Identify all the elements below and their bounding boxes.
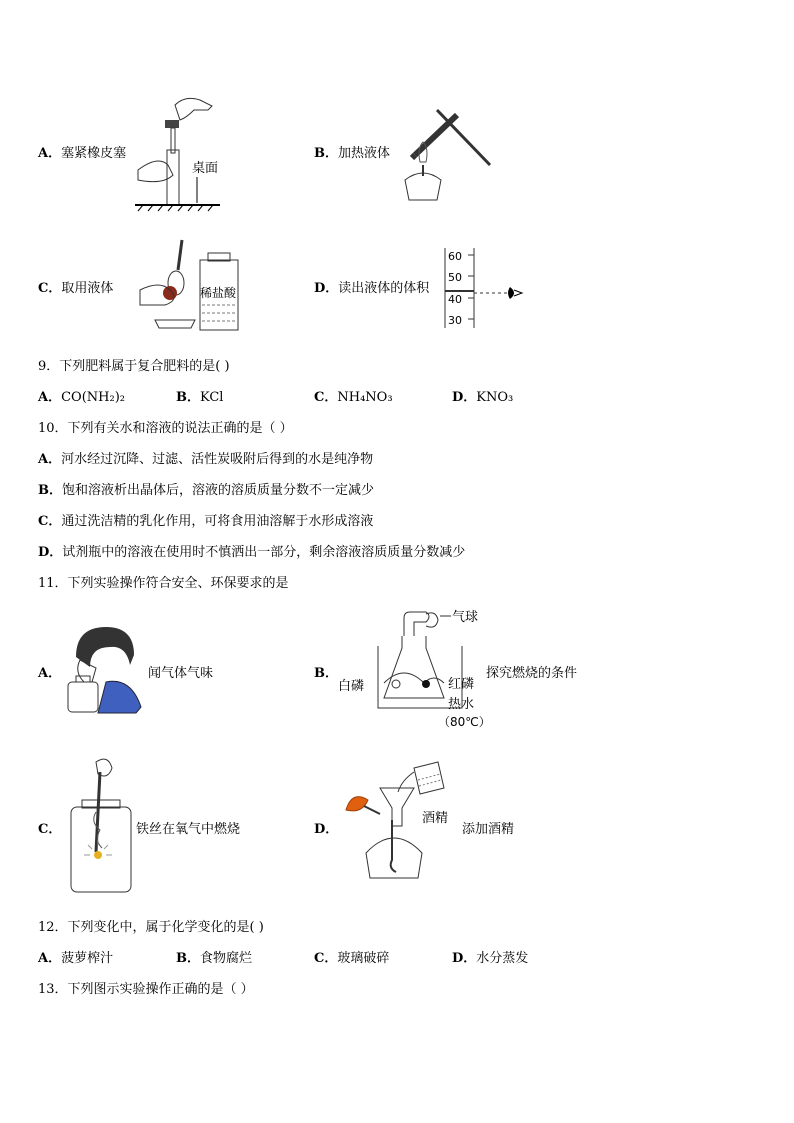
q11-option-c-label: C．	[38, 822, 62, 837]
red-phosphorus-label: 红磷	[448, 677, 475, 692]
option-label: C．	[38, 281, 62, 296]
q12-option-c: C．玻璃破碎	[314, 951, 390, 966]
q12-option-b: B．食物腐烂	[176, 951, 253, 966]
tick-50: 50	[448, 271, 462, 284]
option-text: 加热液体	[338, 146, 391, 161]
q8-option-d	[314, 277, 429, 296]
q8-option-b	[314, 142, 390, 161]
hot-water-label: 热水	[448, 697, 475, 712]
option-text: 塞紧橡皮塞	[61, 146, 127, 161]
q8-option-c	[38, 277, 113, 296]
q11-option-a-label: A．	[38, 666, 62, 681]
q13-stem: 13．下列图示实验操作正确的是（ ）	[38, 982, 254, 997]
q12-option-a: A．菠萝榨汁	[38, 951, 114, 966]
q9-option-c: C．NH₄NO₃	[314, 390, 393, 405]
q9-option-b: B．KCl	[176, 390, 224, 405]
tick-60: 60	[448, 250, 462, 263]
heating-figure	[395, 100, 500, 210]
q11-option-d-label: D．	[314, 822, 339, 837]
q8-option-a	[38, 142, 126, 161]
q11-option-d-text: 添加酒精	[462, 822, 515, 837]
graduated-cylinder-figure	[440, 243, 530, 331]
q11-option-a-text: 闻气体气味	[148, 666, 214, 681]
q10-option-c: C．通过洗洁精的乳化作用，可将食用油溶解于水形成溶液	[38, 514, 374, 529]
dropper-figure	[140, 235, 245, 335]
option-text: 取用液体	[61, 281, 114, 296]
q11-stem: 11．下列实验操作符合安全、环保要求的是	[38, 576, 289, 591]
table-label: 桌面	[192, 161, 219, 176]
q10-option-a: A．河水经过沉降、过滤、活性炭吸附后得到的水是纯净物	[38, 452, 374, 467]
option-text: 读出液体的体积	[338, 281, 430, 296]
add-alcohol-figure	[340, 758, 458, 883]
q11-option-c-text: 铁丝在氧气中燃烧	[136, 822, 241, 837]
smell-gas-figure	[66, 622, 146, 714]
stopper-figure	[135, 95, 235, 215]
option-label: A．	[38, 146, 62, 161]
balloon-label: 气球	[452, 610, 479, 625]
q9-option-d: D．KNO₃	[452, 390, 514, 405]
temperature-label: （80℃）	[438, 715, 491, 729]
q11-option-b-text: 探究燃烧的条件	[486, 666, 578, 681]
tick-40: 40	[448, 293, 462, 306]
q9-option-a: A．CO(NH₂)₂	[38, 390, 125, 405]
q10-stem: 10．下列有关水和溶液的说法正确的是（ ）	[38, 421, 293, 436]
alcohol-label: 酒精	[422, 811, 449, 826]
white-phosphorus-label: 白磷	[338, 679, 365, 694]
q12-stem: 12．下列变化中，属于化学变化的是( )	[38, 920, 264, 935]
q10-option-d: D．试剂瓶中的溶液在使用时不慎洒出一部分，剩余溶液溶质质量分数减少	[38, 545, 466, 560]
option-label: D．	[314, 281, 339, 296]
iron-wire-figure	[66, 752, 136, 897]
bottle-label: 稀盐酸	[200, 286, 237, 300]
option-label: B．	[314, 146, 338, 161]
q9-stem: 9．下列肥料属于复合肥料的是( )	[38, 359, 230, 374]
q12-option-d: D．水分蒸发	[452, 951, 529, 966]
tick-30: 30	[448, 314, 462, 327]
q10-option-b: B．饱和溶液析出晶体后，溶液的溶质质量分数不一定减少	[38, 483, 375, 498]
q11-option-b-label: B．	[314, 666, 338, 681]
combustion-figure	[336, 608, 491, 730]
